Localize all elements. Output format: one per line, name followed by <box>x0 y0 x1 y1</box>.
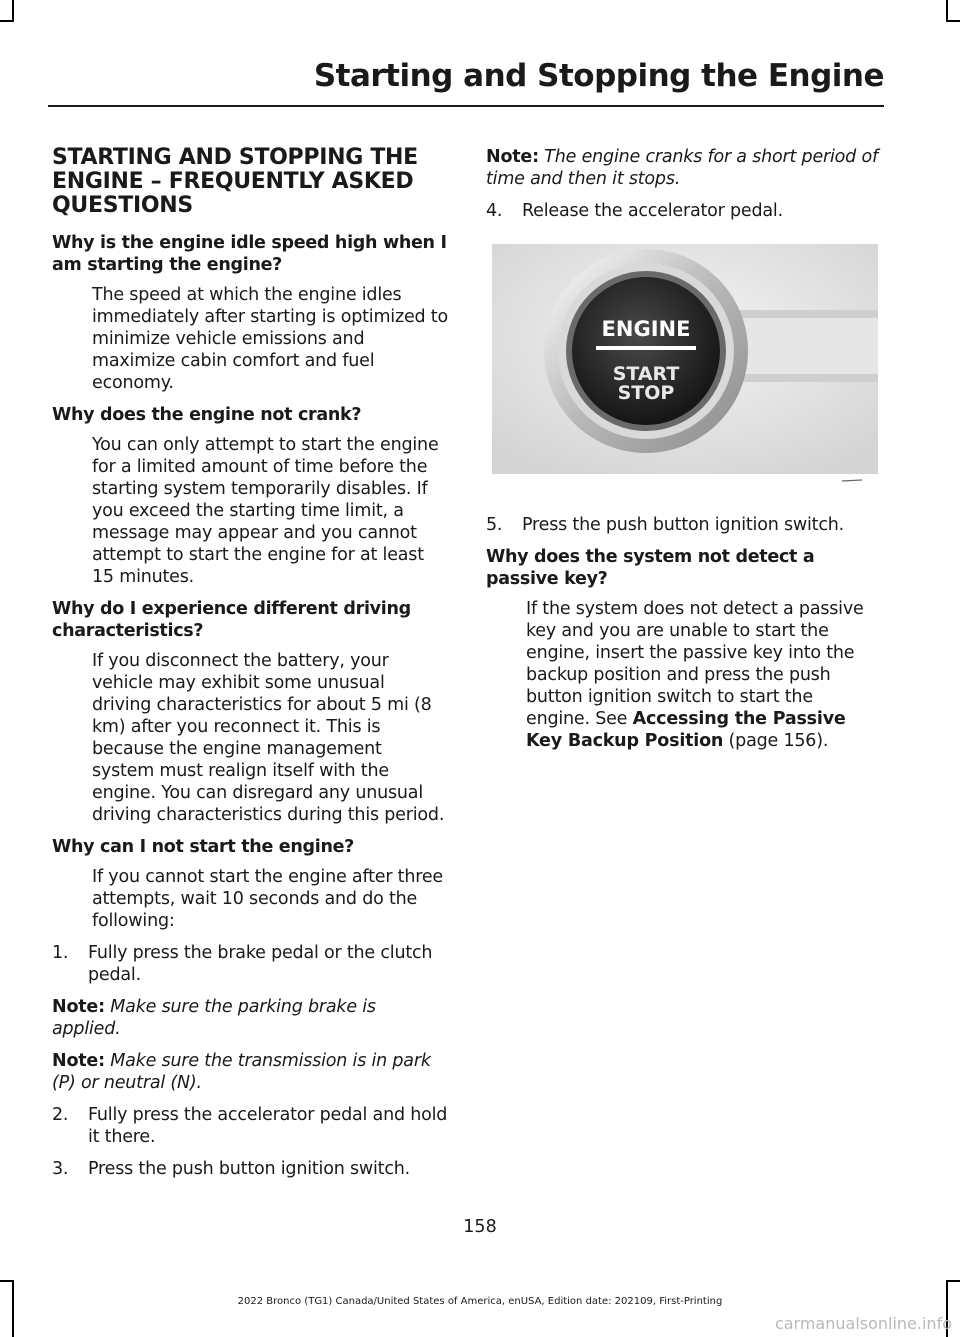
step-number: 2. <box>52 1105 69 1125</box>
note-parking-brake <box>52 996 448 1040</box>
step-text: Press the push button ignition switch. <box>88 1159 410 1179</box>
question-passive-key: Why does the system not detect a passive key? <box>486 547 815 589</box>
question-cannot-start: Why can I not start the engine? <box>52 837 355 857</box>
note-label: Note: <box>486 147 539 167</box>
answer-cannot-start: If you cannot start the engine after three attempts, wait 10 seconds and do the following: <box>92 867 443 931</box>
answer-text: If the system does not detect a passive key and you are unable to start the engine, insert the passive key into the backup position and press the push button ignition switch to start the engine. See <box>526 599 864 729</box>
note-label: Note: <box>52 997 105 1017</box>
section-heading: STARTING AND STOPPING THE ENGINE – FREQUENTLY ASKED QUESTIONS <box>52 145 418 218</box>
question-no-crank: Why does the engine not crank? <box>52 405 362 425</box>
ignition-button-icon <box>486 240 882 492</box>
question-driving-characteristics: Why do I experience different driving characteristics? <box>52 599 411 641</box>
note-transmission <box>52 1050 448 1094</box>
step-text: Fully press the brake pedal or the clutch pedal. <box>88 943 433 985</box>
edition-line: 2022 Bronco (TG1) Canada/United States of America, enUSA, Edition date: 202109, First-Printing <box>237 1296 723 1307</box>
note-text: The engine cranks for a short period of time and then it stops. <box>486 147 878 189</box>
answer-no-crank: You can only attempt to start the engine for a limited amount of time before the starting system temporarily disables. If you exceed the starting time limit, a message may appear and you cannot attempt to start the engine for at least 15 minutes. <box>92 435 439 587</box>
step-number: 5. <box>486 515 503 535</box>
answer-passive-key <box>486 598 882 752</box>
cross-reference-link[interactable]: Accessing the Passive Key Backup Position <box>526 709 846 751</box>
start-label: START <box>612 363 680 385</box>
step-4 <box>486 200 882 222</box>
crop-mark <box>0 1280 14 1282</box>
engine-start-stop-button-illustration <box>486 240 882 492</box>
watermark: carmanualsonline.info <box>774 1314 952 1333</box>
step-text: Fully press the accelerator pedal and hold it there. <box>88 1105 448 1147</box>
crop-mark <box>12 0 14 20</box>
step-2 <box>52 1104 448 1148</box>
header-divider <box>48 105 884 107</box>
left-column <box>52 146 448 1190</box>
page-number: 158 <box>463 1217 497 1237</box>
answer-driving-characteristics: If you disconnect the battery, your vehicle may exhibit some unusual driving characteristics for about 5 mi (8 km) after you reconnect it. This is because the engine management system must realign itself with the engine. You can disregard any unusual driving characteristics during this period. <box>92 651 445 825</box>
step-number: 3. <box>52 1159 69 1179</box>
step-number: 4. <box>486 201 503 221</box>
step-text: Release the accelerator pedal. <box>522 201 783 221</box>
answer-idle-speed: The speed at which the engine idles immediately after starting is optimized to minimize vehicle emissions and maximize cabin comfort and fuel economy. <box>92 285 448 393</box>
page-title: Starting and Stopping the Engine <box>313 58 884 94</box>
step-number: 1. <box>52 943 69 963</box>
right-column <box>486 146 882 762</box>
step-text: Press the push button ignition switch. <box>522 515 844 535</box>
step-3 <box>52 1158 448 1180</box>
engine-label: ENGINE <box>601 317 691 341</box>
note-text: Make sure the parking brake is applied. <box>52 997 376 1039</box>
note-engine-cranks <box>486 146 882 190</box>
crop-mark <box>946 0 948 20</box>
step-1 <box>52 942 448 986</box>
step-5 <box>486 514 882 536</box>
note-text: Make sure the transmission is in park (P) or neutral (N). <box>52 1051 431 1093</box>
crop-mark <box>12 1280 14 1337</box>
page-reference: (page 156). <box>728 731 829 751</box>
question-idle-speed: Why is the engine idle speed high when I am starting the engine? <box>52 233 447 275</box>
note-label: Note: <box>52 1051 105 1071</box>
crop-mark <box>0 20 14 22</box>
crop-mark <box>946 20 960 22</box>
stop-label: STOP <box>617 382 675 404</box>
crop-mark <box>946 1280 960 1282</box>
